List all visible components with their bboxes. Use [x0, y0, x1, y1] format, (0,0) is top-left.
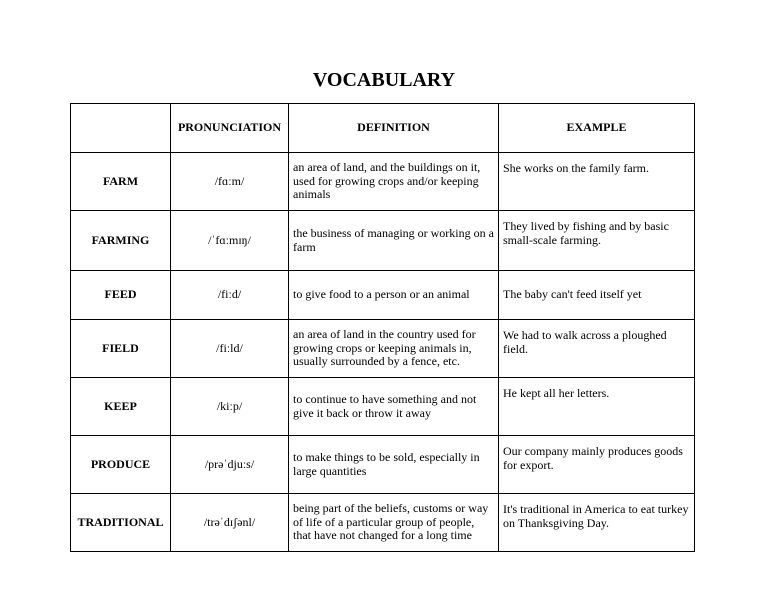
- example-cell: Our company mainly produces goods for export.: [499, 436, 695, 494]
- header-example: EXAMPLE: [499, 104, 695, 153]
- word-cell: TRADITIONAL: [71, 494, 171, 552]
- pronunciation-cell: /ˈfɑːmɪŋ/: [171, 211, 289, 271]
- table-row: [71, 320, 695, 378]
- definition-cell: to continue to have something and not give it back or throw it away: [289, 378, 499, 436]
- table-row: [71, 153, 695, 211]
- pronunciation-cell: /fɑːm/: [171, 153, 289, 211]
- header-word: [71, 104, 171, 153]
- table-row: [71, 436, 695, 494]
- table-row: [71, 378, 695, 436]
- definition-cell: the business of managing or working on a farm: [289, 211, 499, 271]
- example-cell: He kept all her letters.: [499, 378, 695, 436]
- table-header-row: [71, 104, 695, 153]
- word-cell: KEEP: [71, 378, 171, 436]
- example-cell: She works on the family farm.: [499, 153, 695, 211]
- pronunciation-cell: /trəˈdɪʃənl/: [171, 494, 289, 552]
- pronunciation-cell: /prəˈdjuːs/: [171, 436, 289, 494]
- table-row: [71, 211, 695, 271]
- example-cell: We had to walk across a ploughed field.: [499, 320, 695, 378]
- definition-cell: an area of land in the country used for growing crops or keeping animals in, usually surrounded by a fence, etc.: [289, 320, 499, 378]
- definition-cell: to make things to be sold, especially in large quantities: [289, 436, 499, 494]
- word-cell: PRODUCE: [71, 436, 171, 494]
- word-cell: FIELD: [71, 320, 171, 378]
- word-cell: FARMING: [71, 211, 171, 271]
- example-cell: It's traditional in America to eat turkey on Thanksgiving Day.: [499, 494, 695, 552]
- definition-cell: being part of the beliefs, customs or way of life of a particular group of people, that have not changed for a long time: [289, 494, 499, 552]
- table-row: [71, 494, 695, 552]
- vocabulary-table: [70, 103, 695, 552]
- example-cell: They lived by fishing and by basic small-scale farming.: [499, 211, 695, 271]
- word-cell: FEED: [71, 271, 171, 320]
- definition-cell: an area of land, and the buildings on it, used for growing crops and/or keeping animals: [289, 153, 499, 211]
- pronunciation-cell: /fiːld/: [171, 320, 289, 378]
- word-cell: FARM: [71, 153, 171, 211]
- header-pronunciation: PRONUNCIATION: [171, 104, 289, 153]
- example-cell: The baby can't feed itself yet: [499, 271, 695, 320]
- definition-cell: to give food to a person or an animal: [289, 271, 499, 320]
- pronunciation-cell: /kiːp/: [171, 378, 289, 436]
- pronunciation-cell: /fiːd/: [171, 271, 289, 320]
- page-title: VOCABULARY: [312, 69, 456, 91]
- table-row: [71, 271, 695, 320]
- header-definition: DEFINITION: [289, 104, 499, 153]
